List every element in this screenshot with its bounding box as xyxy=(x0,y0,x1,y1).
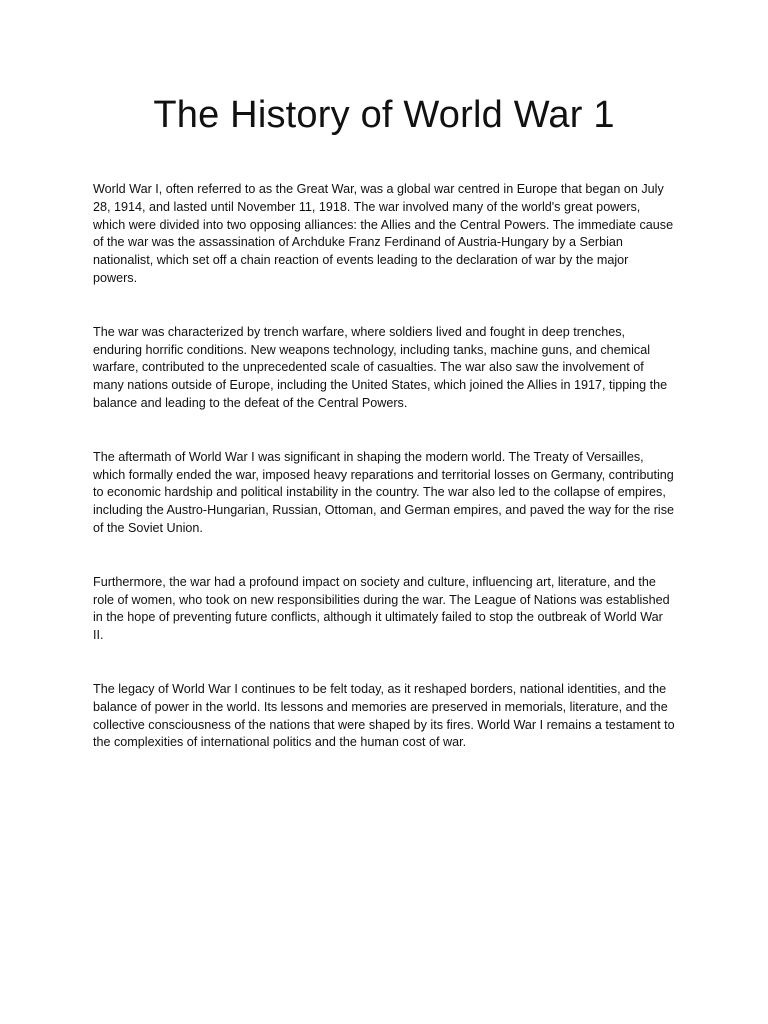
document-body xyxy=(93,181,675,788)
paragraph-intro: World War I, often referred to as the Great War, was a global war centred in Europe that began on July 28, 1914, and lasted until November 11, 1918. The war involved many of the world's great powers, which were divided into two opposing alliances: the Allies and the Central Powers. The immediate cause of the war was the assassination of Archduke Franz Ferdinand of Austria-Hungary by a Serbian nationalist, which set off a chain reaction of events leading to the declaration of war by the major powers. xyxy=(93,182,674,285)
paragraph-society-culture: Furthermore, the war had a profound impact on society and culture, influencing art, literature, and the role of women, who took on new responsibilities during the war. The League of Nations was established in the hope of preventing future conflicts, although it ultimately failed to stop the outbreak of World War II. xyxy=(93,574,670,643)
paragraph-legacy: The legacy of World War I continues to be felt today, as it reshaped borders, national identities, and the balance of power in the world. Its lessons and memories are preserved in memorials, literature, and the collective consciousness of the nations that were shaped by its fires. World War I remains a testament to the complexities of international politics and the human cost of war. xyxy=(93,681,675,750)
paragraph-aftermath: The aftermath of World War I was significant in shaping the modern world. The Treaty of Versailles, which formally ended the war, imposed heavy reparations and territorial losses on Germany, contributing to economic hardship and political instability in the country. The war also led to the collapse of empires, including the Austro-Hungarian, Russian, Ottoman, and German empires, and paved the way for the rise of the Soviet Union. xyxy=(93,449,675,535)
paragraph-trench-warfare: The war was characterized by trench warfare, where soldiers lived and fought in deep trenches, enduring horrific conditions. New weapons technology, including tanks, machine guns, and chemical warfare, contributed to the unprecedented scale of casualties. The war also saw the involvement of many nations outside of Europe, including the United States, which joined the Allies in 1917, tipping the balance and leading to the defeat of the Central Powers. xyxy=(93,324,668,410)
document-title: The History of World War 1 xyxy=(153,94,615,136)
